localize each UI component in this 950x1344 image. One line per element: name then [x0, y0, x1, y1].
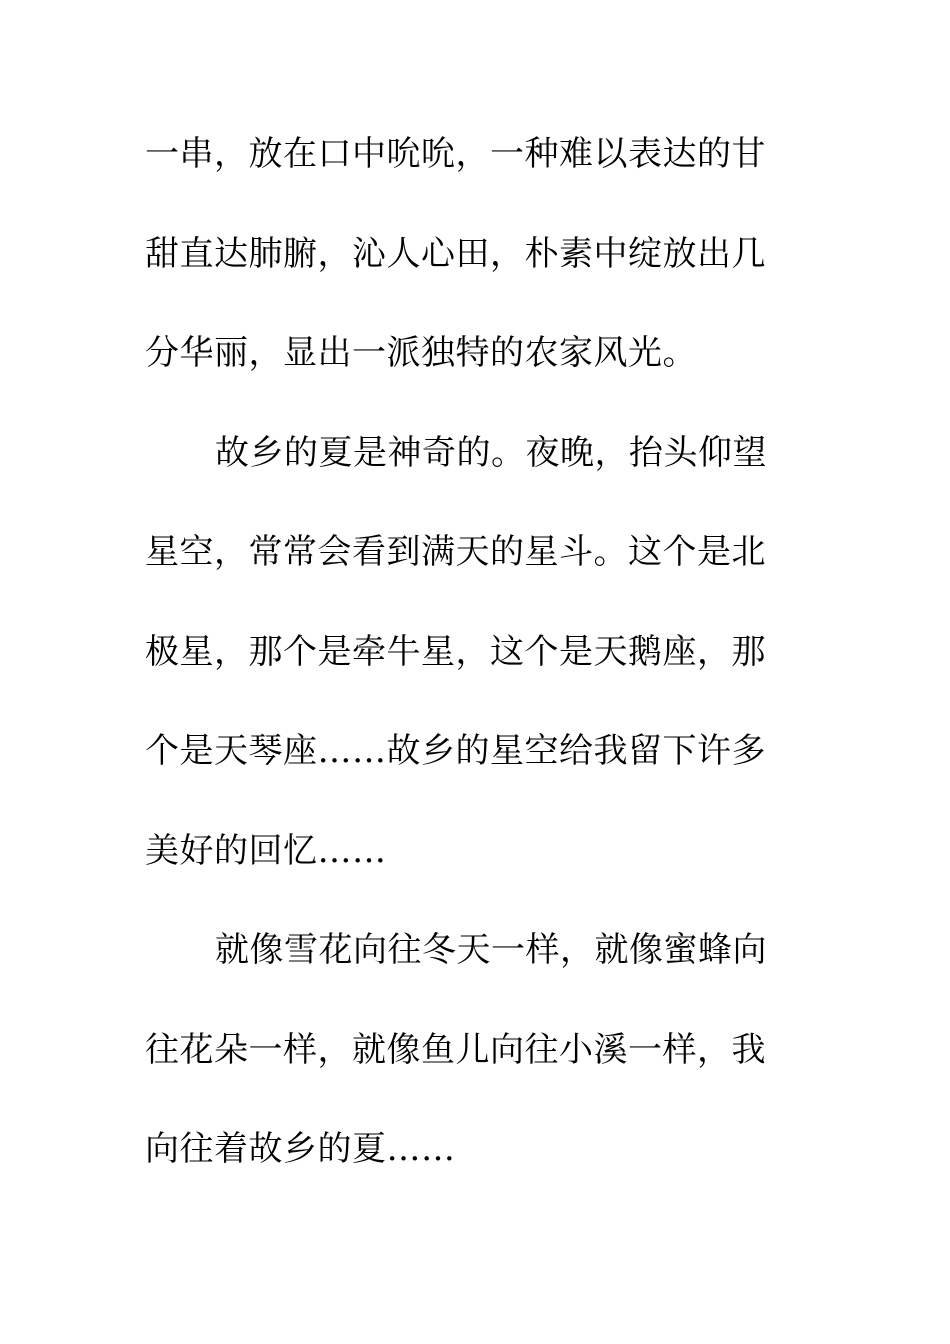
text-line: 一串，放在口中吮吮，一种难以表达的甘	[145, 134, 766, 174]
text-line: 极星，那个是牵牛星，这个是天鹅座，那	[145, 631, 766, 672]
text-line: 分华丽，显出一派独特的农家风光。	[145, 333, 697, 373]
text-line: 往花朵一样，就像鱼儿向往小溪一样，我	[145, 1029, 766, 1070]
text-line: 个是天琴座……故乡的星空给我留下许多	[145, 731, 766, 771]
paragraph-start-line: 故乡的夏是神奇的。夜晚，抬头仰望	[215, 432, 767, 473]
text-line: 美好的回忆……	[145, 830, 387, 871]
body-text	[145, 125, 785, 1220]
text-line: 甜直达肺腑，沁人心田，朴素中绽放出几	[145, 233, 766, 274]
text-line: 向往着故乡的夏……	[145, 1129, 456, 1169]
paragraph-start-line: 就像雪花向往冬天一样，就像蜜蜂向	[215, 930, 767, 970]
text-line: 星空，常常会看到满天的星斗。这个是北	[145, 532, 766, 572]
